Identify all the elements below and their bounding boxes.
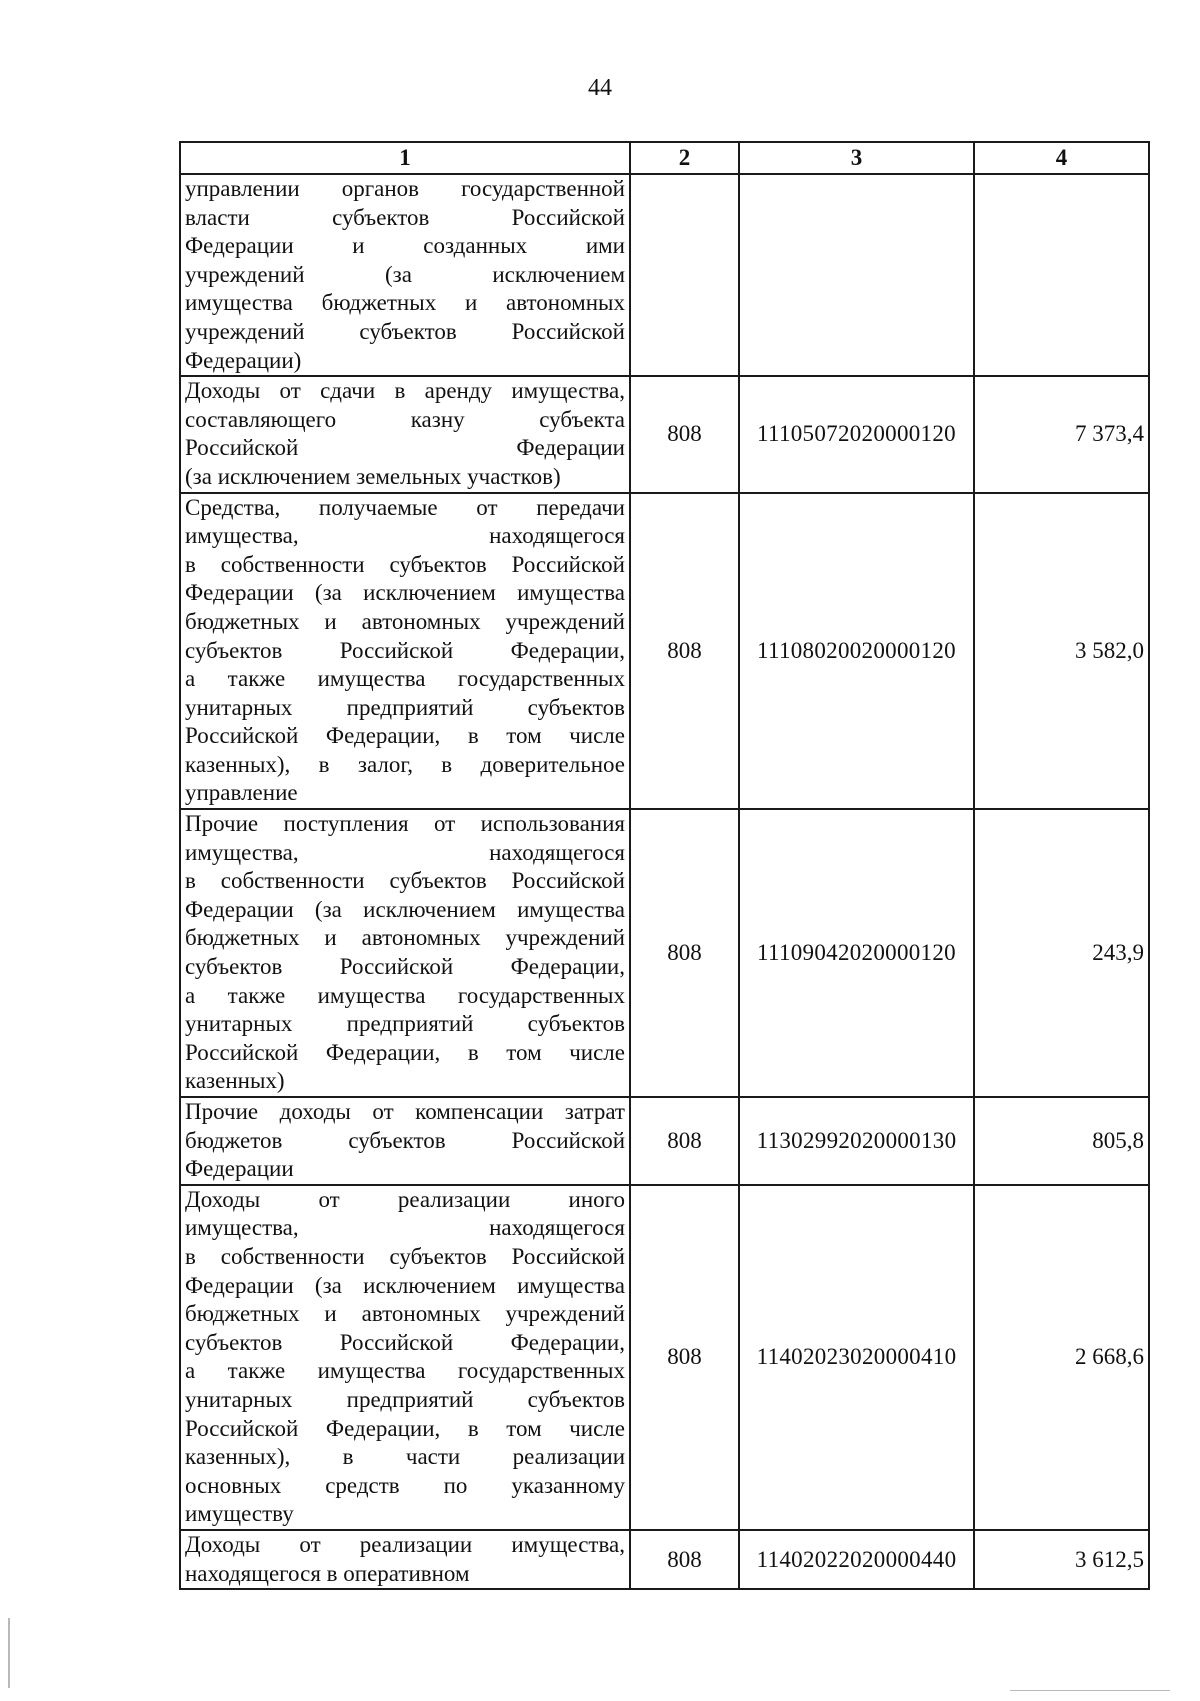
header-col-1: 1: [180, 142, 630, 174]
description-line: Российской Федерации: [185, 435, 625, 461]
description-line: Средства, получаемые от передачи: [185, 494, 625, 520]
description-line: субъектов Российской Федерации,: [185, 1329, 625, 1355]
description-line: Прочие поступления от использования: [185, 811, 625, 837]
budget-code-cell: [739, 174, 974, 376]
description-line: бюджетных и автономных учреждений: [185, 608, 625, 634]
header-row: [180, 142, 1149, 174]
description-line: имуществу: [185, 1501, 294, 1527]
description-line: имущества, находящегося: [185, 523, 625, 549]
description-line: казенных): [185, 1068, 285, 1094]
description-line: Доходы от реализации имущества,: [185, 1531, 625, 1557]
row-description: [180, 809, 630, 1097]
description-line: унитарных предприятий субъектов: [185, 694, 625, 720]
row-description: [180, 376, 630, 492]
description-line: учреждений субъектов Российской: [185, 318, 625, 344]
description-line: находящегося в оперативном: [185, 1560, 470, 1586]
description-line: казенных), в залог, в доверительное: [185, 751, 625, 777]
admin-code-cell: 808: [630, 1530, 739, 1589]
description-line: власти субъектов Российской: [185, 204, 625, 230]
admin-code-cell: [630, 174, 739, 376]
description-line: а также имущества государственных: [185, 1358, 625, 1384]
description-line: Российской Федерации, в том числе: [185, 1415, 625, 1441]
description-line: Федерации (за исключением имущества: [185, 1272, 625, 1298]
budget-code-cell: 11105072020000120: [739, 376, 974, 492]
admin-code-cell: 808: [630, 1097, 739, 1185]
description-line: унитарных предприятий субъектов: [185, 1011, 625, 1037]
description-line: субъектов Российской Федерации,: [185, 637, 625, 663]
row-description: [180, 493, 630, 810]
budget-code-cell: 11402023020000410: [739, 1185, 974, 1530]
description-line: Доходы от реализации иного: [185, 1186, 625, 1212]
amount-cell: [974, 174, 1149, 376]
header-col-2: 2: [630, 142, 739, 174]
description-line: Российской Федерации, в том числе: [185, 1039, 625, 1065]
description-line: Федерации): [185, 347, 302, 373]
row-description: [180, 1530, 630, 1589]
description-line: унитарных предприятий субъектов: [185, 1386, 625, 1412]
amount-cell: 3 582,0: [974, 493, 1149, 810]
budget-code-cell: 11108020020000120: [739, 493, 974, 810]
description-line: учреждений (за исключением: [185, 261, 625, 287]
table-row: [180, 376, 1149, 492]
description-line: казенных), в части реализации: [185, 1444, 625, 1470]
table-row: [180, 1185, 1149, 1530]
description-line: в собственности субъектов Российской: [185, 868, 625, 894]
description-line: составляющего казну субъекта: [185, 406, 625, 432]
budget-code-cell: 11402022020000440: [739, 1530, 974, 1589]
table-row: [180, 493, 1149, 810]
admin-code-cell: 808: [630, 809, 739, 1097]
page-number: 44: [588, 75, 612, 101]
scan-artifact-bottom: [1010, 1690, 1170, 1691]
header-col-4: 4: [974, 142, 1149, 174]
table-body: [180, 174, 1149, 1589]
amount-cell: 805,8: [974, 1097, 1149, 1185]
scan-artifact-left: [8, 1618, 10, 1688]
description-line: Федерации: [185, 1156, 294, 1182]
description-line: Федерации (за исключением имущества: [185, 896, 625, 922]
header-col-3: 3: [739, 142, 974, 174]
description-line: (за исключением земельных участков): [185, 463, 561, 489]
description-line: имущества бюджетных и автономных: [185, 290, 625, 316]
table-row: [180, 809, 1149, 1097]
description-line: управлении органов государственной: [185, 176, 625, 201]
amount-cell: 3 612,5: [974, 1530, 1149, 1589]
description-line: Прочие доходы от компенсации затрат: [185, 1099, 625, 1124]
description-line: субъектов Российской Федерации,: [185, 954, 625, 980]
table-row: [180, 1097, 1149, 1185]
table-row: [180, 174, 1149, 376]
description-line: Российской Федерации, в том числе: [185, 723, 625, 749]
budget-code-cell: 11302992020000130: [739, 1097, 974, 1185]
description-line: имущества, находящегося: [185, 1215, 625, 1241]
row-description: [180, 1185, 630, 1530]
description-line: управление: [185, 780, 298, 806]
description-line: а также имущества государственных: [185, 666, 625, 692]
table-row: [180, 1530, 1149, 1589]
description-line: бюджетных и автономных учреждений: [185, 1301, 625, 1327]
amount-cell: 2 668,6: [974, 1185, 1149, 1530]
description-line: Доходы от сдачи в аренду имущества,: [185, 378, 625, 404]
description-line: бюджетов субъектов Российской: [185, 1127, 625, 1153]
amount-cell: 243,9: [974, 809, 1149, 1097]
budget-code-cell: 11109042020000120: [739, 809, 974, 1097]
description-line: бюджетных и автономных учреждений: [185, 925, 625, 951]
revenue-table: [179, 141, 1150, 1590]
row-description: [180, 174, 630, 376]
admin-code-cell: 808: [630, 493, 739, 810]
description-line: основных средств по указанному: [185, 1472, 625, 1498]
description-line: имущества, находящегося: [185, 839, 625, 865]
description-line: в собственности субъектов Российской: [185, 551, 625, 577]
description-line: Федерации (за исключением имущества: [185, 580, 625, 606]
description-line: а также имущества государственных: [185, 982, 625, 1008]
admin-code-cell: 808: [630, 376, 739, 492]
admin-code-cell: 808: [630, 1185, 739, 1530]
row-description: [180, 1097, 630, 1185]
description-line: в собственности субъектов Российской: [185, 1243, 625, 1269]
amount-cell: 7 373,4: [974, 376, 1149, 492]
description-line: Федерации и созданных ими: [185, 233, 625, 259]
